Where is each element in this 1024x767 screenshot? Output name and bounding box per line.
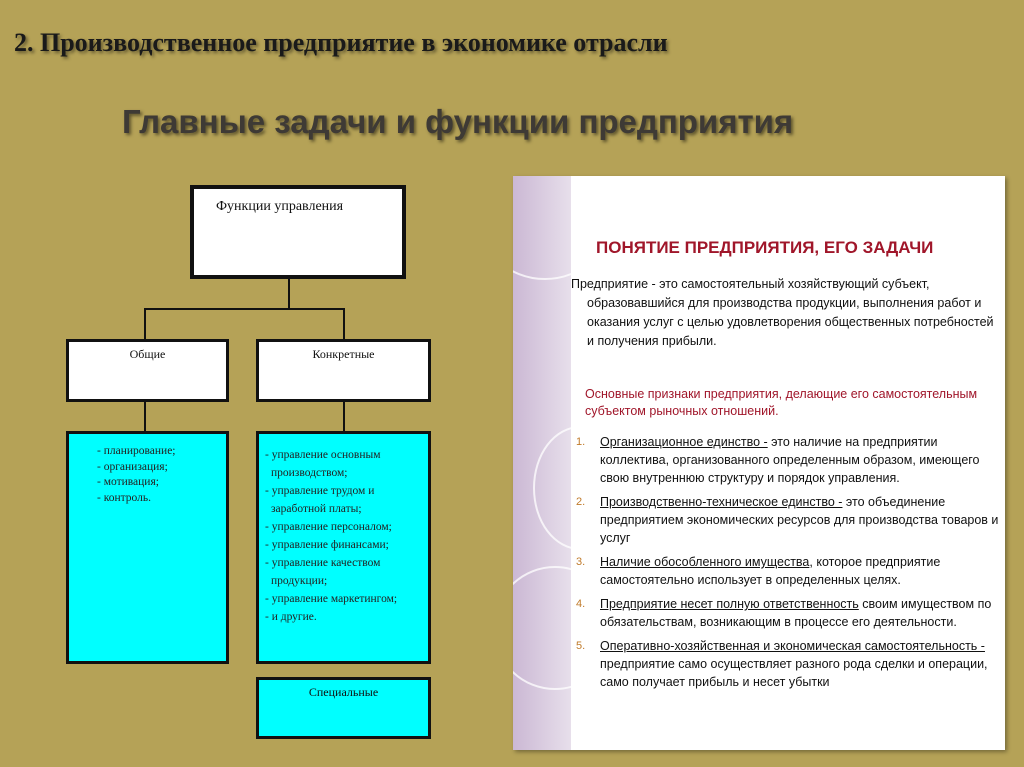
list-item: продукции;	[271, 575, 328, 587]
list-item: - управление финансами;	[265, 539, 389, 551]
specific-items-list	[265, 446, 428, 626]
item-text: своим имуществом по обязательствам, возникающим в процессе его деятельности.	[600, 597, 992, 629]
list-item: - управление основным	[265, 449, 381, 461]
list-item: - контроль.	[97, 491, 151, 504]
item-lead: Предприятие несет полную ответственность	[600, 597, 859, 611]
list-item: - управление трудом и	[265, 485, 375, 497]
slide-subtitle: Главные задачи и функции предприятия	[122, 103, 794, 140]
decorative-band	[513, 176, 571, 750]
list-item: - мотивация;	[97, 476, 159, 488]
connector	[144, 308, 345, 310]
item-text: это объединение предприятием экономических ресурсов для производства товаров и услуг	[600, 495, 999, 545]
list-item	[571, 595, 1001, 631]
connector	[343, 402, 345, 432]
list-item: заработной платы;	[271, 503, 362, 515]
list-item	[571, 433, 1001, 487]
general-label: Общие	[129, 347, 166, 361]
connector	[288, 279, 290, 309]
list-item	[571, 553, 1001, 589]
special-box	[256, 677, 431, 739]
slide-title: 2. Производственное предприятие в экономике отрасли	[14, 28, 668, 57]
list-item: - управление качеством	[265, 557, 381, 569]
list-item: производством;	[271, 467, 348, 479]
special-label: Специальные	[308, 685, 379, 699]
connector	[343, 308, 345, 340]
list-item: - организация;	[97, 460, 168, 473]
item-lead: Оперативно-хозяйственная и экономическая самостоятельность -	[600, 639, 985, 653]
item-lead: Наличие обособленного имущества	[600, 555, 810, 569]
list-item: - и другие.	[265, 611, 317, 623]
item-number: 4.	[576, 598, 586, 610]
signs-intro: Основные признаки предприятия, делающие его самостоятельным субъектом рыночных отношений.	[585, 387, 978, 418]
item-text: это наличие на предприятии коллектива, организованного определенным образом, имеющего свою внутреннюю структуру и порядок управления.	[600, 435, 980, 485]
list-item: - планирование;	[97, 445, 176, 457]
definition-line: Предприятие - это самостоятельный хозяйствующий субъект,	[571, 277, 930, 291]
connector	[144, 308, 146, 340]
list-item: - управление маркетингом;	[265, 593, 398, 605]
list-item: - управление персоналом;	[265, 521, 392, 533]
specific-label: Конкретные	[312, 347, 375, 361]
item-text: предприятие само осуществляет разного рода сделки и операции, само получает прибыль и несет убытки	[600, 657, 988, 689]
list-item	[571, 493, 1001, 547]
decorative-ring	[513, 176, 571, 280]
definition-line: оказания услуг с целью удовлетворения общественных потребностей	[587, 315, 994, 329]
decorative-ring	[513, 566, 571, 690]
general-box	[66, 339, 229, 402]
item-lead: Организационное единство -	[600, 435, 768, 449]
signs-list	[571, 433, 1001, 697]
item-text: , которое предприятие самостоятельно использует в определенных целях.	[600, 555, 941, 587]
item-lead: Производственно-техническое единство -	[600, 495, 843, 509]
definition-line: и получения прибыли.	[587, 334, 717, 348]
enterprise-concept-panel	[513, 176, 1005, 750]
general-items-list	[97, 444, 226, 506]
general-items-box	[66, 431, 229, 664]
item-number: 5.	[576, 640, 586, 652]
specific-items-box	[256, 431, 431, 664]
list-item	[571, 637, 1001, 691]
decorative-ring	[533, 426, 571, 550]
panel-heading: ПОНЯТИЕ ПРЕДПРИЯТИЯ, ЕГО ЗАДАЧИ	[596, 238, 934, 257]
definition-text	[571, 275, 995, 351]
item-number: 2.	[576, 496, 586, 508]
definition-line: образовавшийся для производства продукции, выполнения работ и	[587, 296, 982, 310]
root-box	[190, 185, 406, 279]
item-number: 1.	[576, 436, 586, 448]
item-number: 3.	[576, 556, 586, 568]
root-label: Функции управления	[216, 199, 344, 214]
connector	[144, 402, 146, 432]
specific-box	[256, 339, 431, 402]
